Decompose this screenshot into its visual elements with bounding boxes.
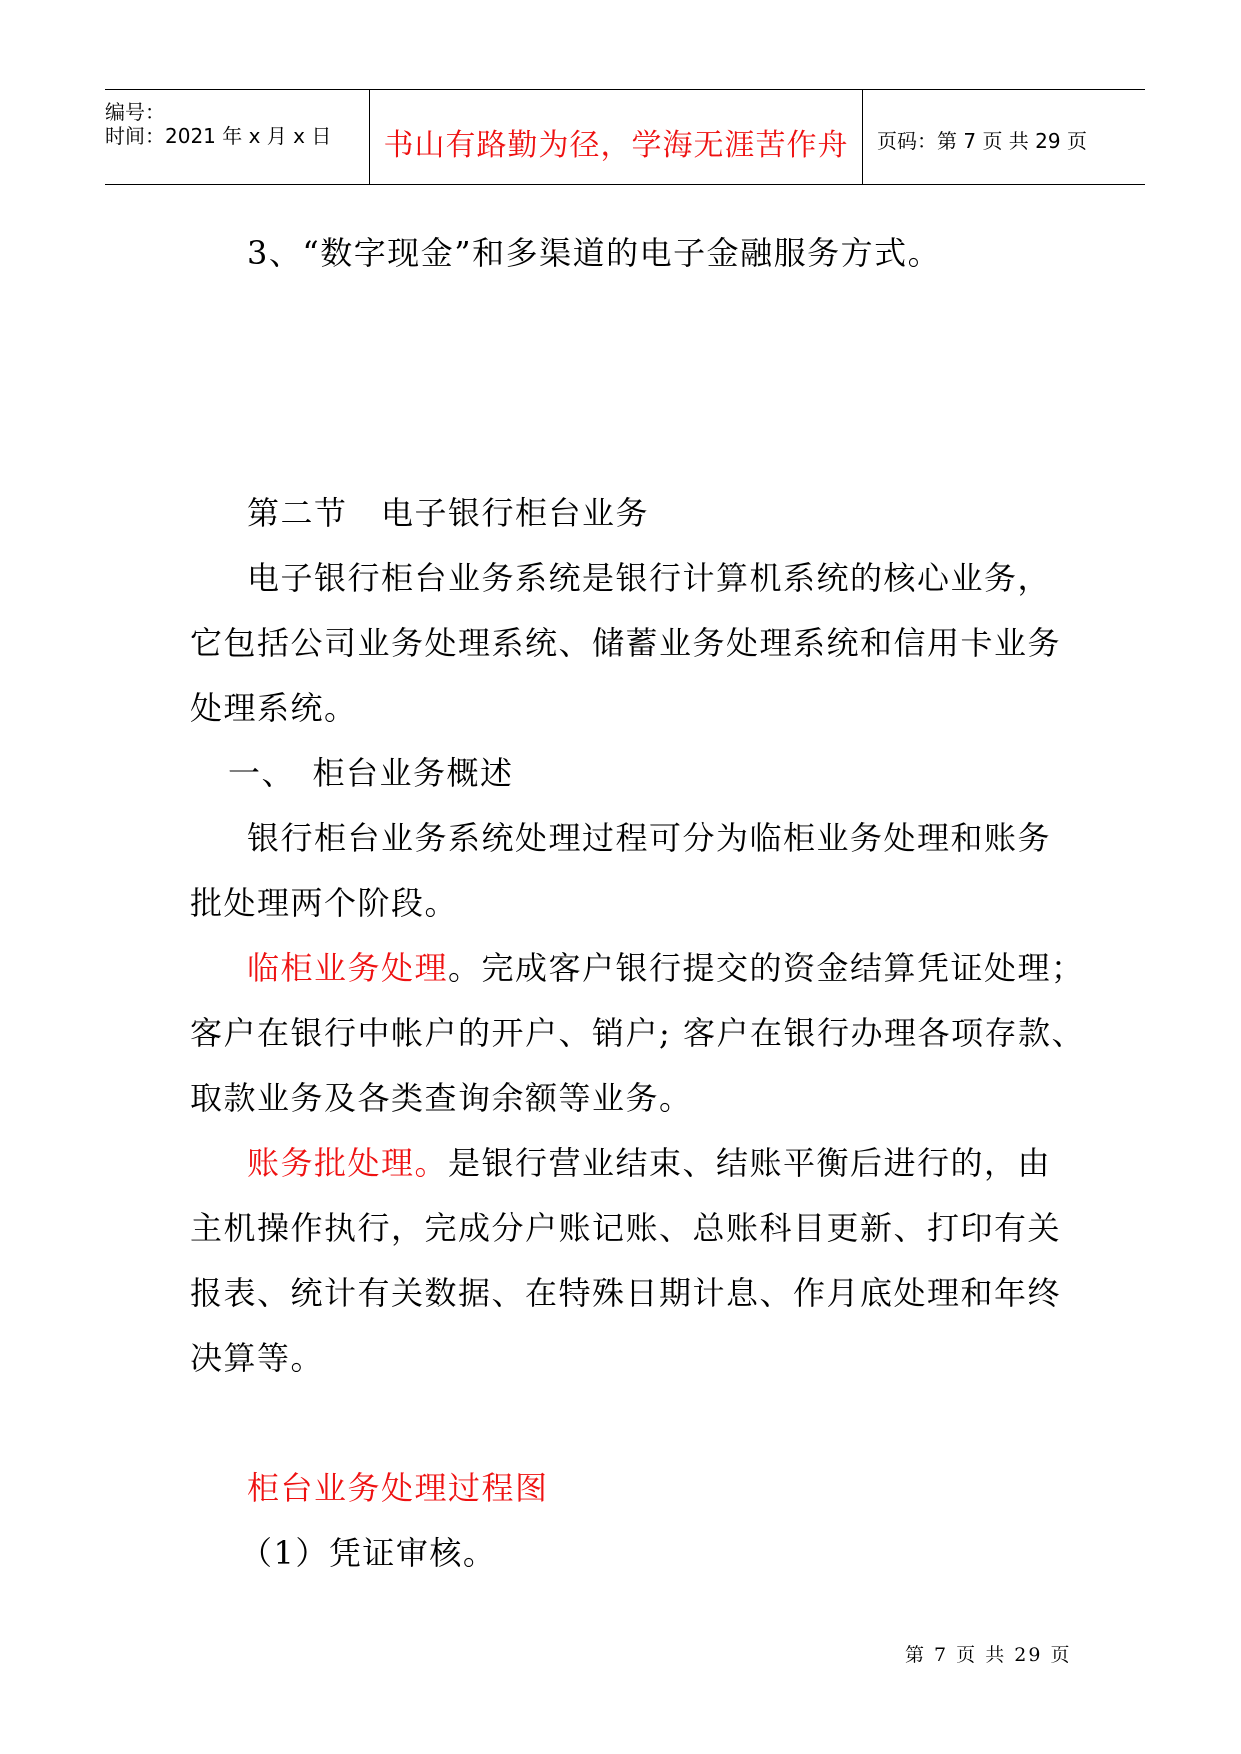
section-title: 第二节 电子银行柜台业务 (247, 494, 650, 532)
step-1-text: （1）凭证审核。 (240, 1534, 497, 1572)
header-page-info: 页码：第 7 页 共 29 页 (877, 129, 1087, 153)
item-3-text: 3、“数字现金”和多渠道的电子金融服务方式。 (247, 234, 942, 272)
intro-line-1: 电子银行柜台业务系统是银行计算机系统的核心业务， (247, 559, 1052, 597)
counter-paragraph-line-3: 取款业务及各类查询余额等业务。 (190, 1079, 693, 1117)
header-motto-cell (369, 90, 863, 184)
page-footer: 第 7 页 共 29 页 (905, 1644, 1072, 1666)
batch-paragraph-line-2: 主机操作执行，完成分户账记账、总账科目更新、打印有关 (190, 1209, 1062, 1247)
page-header (105, 89, 1145, 185)
header-left-cell (105, 90, 369, 184)
batch-processing-desc: 是银行营业结束、结账平衡后进行的，由 (448, 1144, 1052, 1182)
counter-business-term: 临柜业务处理 (247, 949, 449, 987)
overview-line-2: 批处理两个阶段。 (190, 884, 459, 922)
batch-paragraph-line-1 (247, 1138, 1051, 1184)
document-number-label: 编号： (105, 100, 165, 124)
intro-line-2: 它包括公司业务处理系统、储蓄业务处理系统和信用卡业务 (190, 624, 1062, 662)
counter-paragraph-line-1 (247, 943, 1085, 989)
diagram-title: 柜台业务处理过程图 (247, 1469, 549, 1507)
batch-paragraph-line-4: 决算等。 (190, 1339, 325, 1377)
header-motto: 书山有路勤为径，学海无涯苦作舟 (383, 128, 849, 163)
counter-business-desc: 。完成客户银行提交的资金结算凭证处理； (448, 949, 1085, 987)
batch-paragraph-line-3: 报表、统计有关数据、在特殊日期计息、作月底处理和年终 (190, 1274, 1062, 1312)
header-right-cell (862, 90, 1145, 184)
overview-line-1: 银行柜台业务系统处理过程可分为临柜业务处理和账务 (247, 819, 1052, 857)
intro-line-3: 处理系统。 (190, 689, 358, 727)
counter-paragraph-line-2: 客户在银行中帐户的开户、销户; 客户在银行办理各项存款、 (190, 1014, 1085, 1052)
subheading-overview: 一、 柜台业务概述 (228, 754, 514, 792)
document-time-label: 时间：2021 年 x 月 x 日 (105, 124, 332, 148)
batch-processing-term: 账务批处理。 (247, 1144, 449, 1182)
